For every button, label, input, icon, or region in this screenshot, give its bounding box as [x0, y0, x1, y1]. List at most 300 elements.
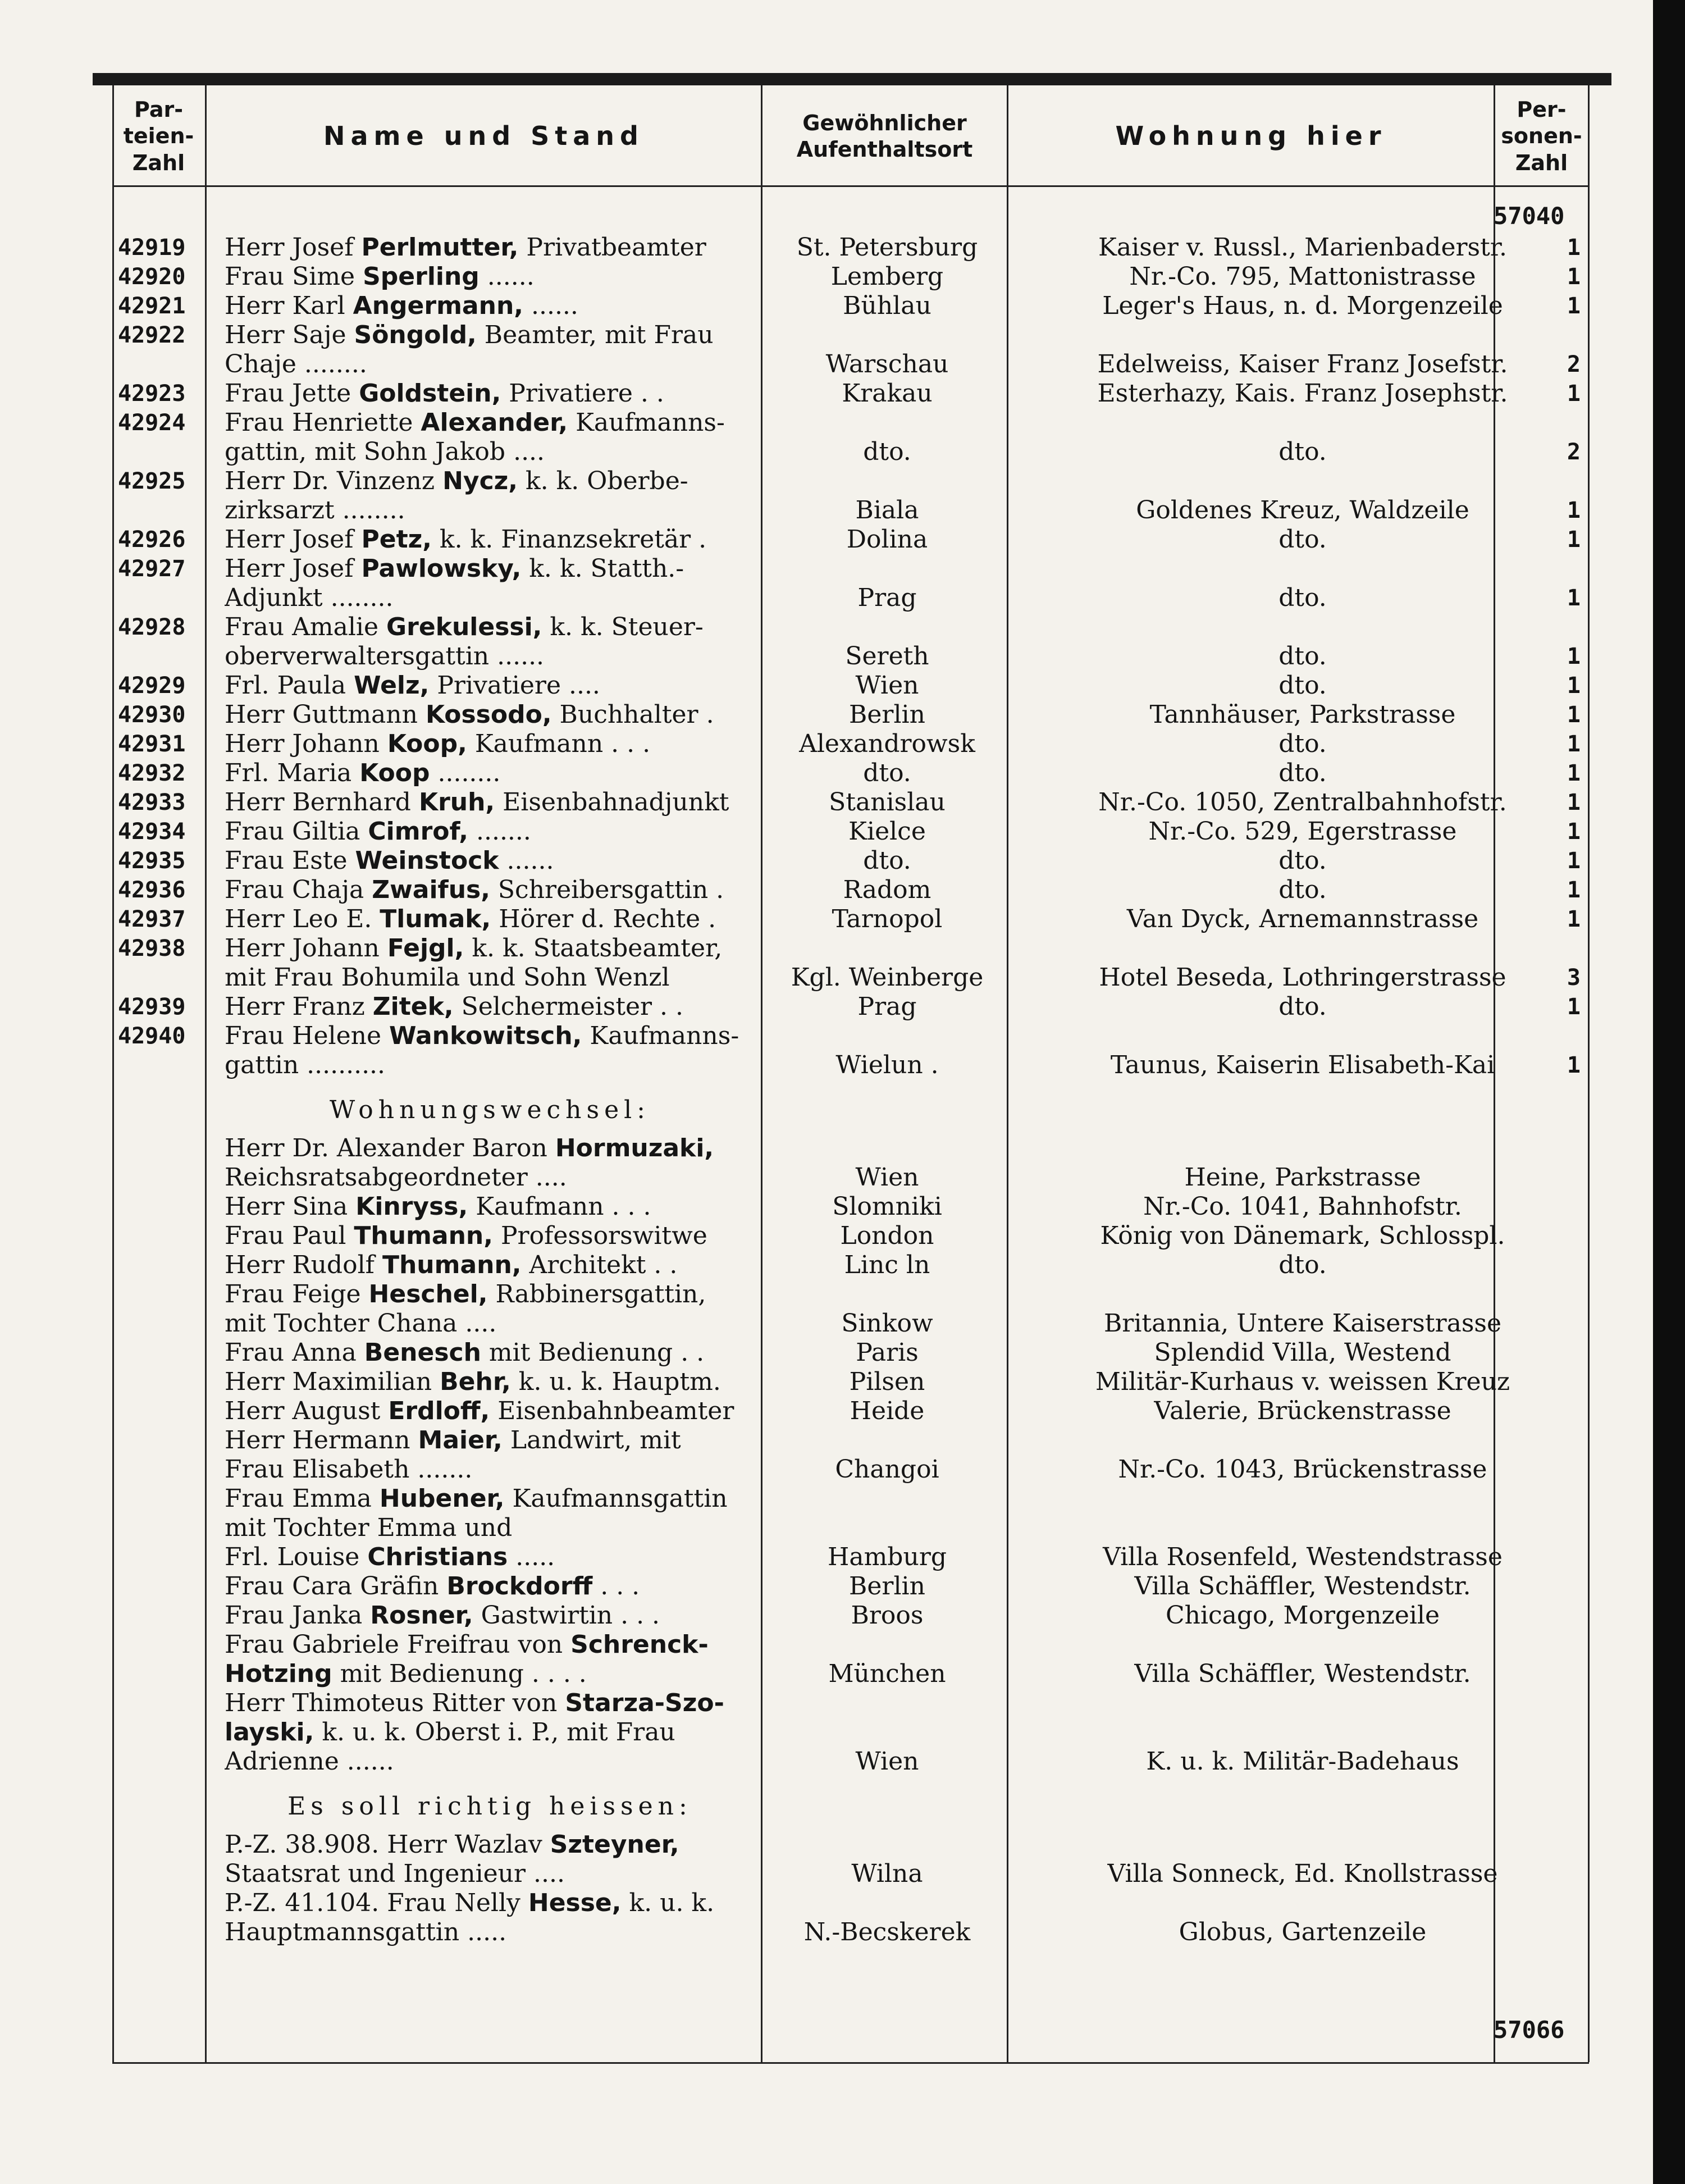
- party-number: 42937: [118, 906, 186, 932]
- local-address: dto.: [1278, 846, 1327, 875]
- surname: Starza-Szo-: [565, 1689, 724, 1717]
- name-and-status: [225, 1659, 755, 1689]
- surname: Kruh,: [418, 788, 495, 817]
- table-row: [0, 1747, 1685, 1776]
- name-rest: ......: [499, 846, 554, 875]
- name-rest: mit Bedienung . . . .: [332, 1659, 587, 1688]
- usual-residence: Wien: [855, 1747, 919, 1776]
- name-prefix: Adjunkt: [225, 583, 323, 612]
- table-row: [0, 671, 1685, 700]
- name-and-status: [225, 1022, 755, 1051]
- surname: Tlumak,: [380, 905, 491, 933]
- persons-count: 1: [1567, 760, 1581, 786]
- name-rest: Rabbinersgattin,: [487, 1280, 706, 1308]
- surname: Koop,: [387, 729, 467, 758]
- name-and-status: [225, 525, 755, 554]
- header-aufenthalt: Gewöhnlicher Aufenthaltsort: [796, 110, 973, 162]
- name-prefix: Frau Giltia: [225, 817, 368, 846]
- usual-residence: Lemberg: [830, 262, 944, 291]
- table-row: [0, 1830, 1685, 1859]
- surname: Pawlowsky,: [361, 554, 522, 583]
- name-and-status: [225, 437, 755, 467]
- name-rest: Privatiere . .: [501, 379, 664, 408]
- usual-residence: Hamburg: [827, 1543, 947, 1571]
- name-prefix: Chaje: [225, 350, 296, 379]
- table-row: [0, 642, 1685, 671]
- table-row: [0, 1572, 1685, 1601]
- table-row: [0, 788, 1685, 817]
- table-row: [0, 1543, 1685, 1572]
- name-and-status: [225, 905, 755, 934]
- name-and-status: [225, 379, 755, 408]
- table-row: [0, 1338, 1685, 1367]
- name-prefix: Frau Helene: [225, 1022, 390, 1050]
- table-row: [0, 1221, 1685, 1251]
- table-row: [0, 876, 1685, 905]
- name-and-status: [225, 1192, 755, 1221]
- name-rest: ........: [322, 583, 394, 612]
- name-prefix: Frau Paul: [225, 1221, 354, 1250]
- table-row: [0, 992, 1685, 1022]
- name-and-status: [225, 1859, 755, 1889]
- surname: Wankowitsch,: [389, 1022, 582, 1050]
- local-address: dto.: [1278, 1251, 1327, 1279]
- usual-residence: Wien: [855, 1163, 919, 1192]
- name-rest: ........: [430, 759, 501, 787]
- name-rest: ....: [505, 437, 545, 466]
- surname: Fejgl,: [387, 934, 464, 963]
- name-and-status: [225, 963, 755, 992]
- name-and-status: [225, 408, 755, 437]
- name-prefix: Frau Amalie: [225, 613, 387, 641]
- table-row: [0, 496, 1685, 525]
- name-and-status: [225, 321, 755, 350]
- name-prefix: Frau Janka: [225, 1601, 371, 1630]
- name-prefix: zirksarzt: [225, 496, 335, 525]
- name-rest: .......: [409, 1455, 473, 1484]
- table-row: [0, 613, 1685, 642]
- name-and-status: [225, 1601, 755, 1630]
- name-rest: ....: [527, 1163, 567, 1192]
- name-rest: Architekt . .: [521, 1251, 678, 1279]
- surname: Thumann,: [382, 1251, 522, 1279]
- local-address: Nr.-Co. 1041, Bahnhofstr.: [1143, 1192, 1462, 1221]
- persons-count: 1: [1567, 264, 1581, 290]
- name-rest: Kaufmann . . .: [467, 729, 651, 758]
- local-address: Villa Schäffler, Westendstr.: [1134, 1572, 1471, 1601]
- header-personen: Per- sonen- Zahl: [1501, 97, 1582, 175]
- name-and-status: [225, 1513, 755, 1543]
- name-prefix: mit Tochter Chana: [225, 1309, 458, 1338]
- party-number: 42925: [118, 468, 186, 494]
- surname: Kossodo,: [425, 700, 552, 729]
- surname: Zwaifus,: [372, 876, 490, 904]
- name-and-status: [225, 583, 755, 613]
- name-prefix: Herr Josef: [225, 525, 362, 554]
- party-number: 42932: [118, 760, 186, 786]
- name-prefix: Frl. Louise: [225, 1543, 368, 1571]
- local-address: König von Dänemark, Schlosspl.: [1100, 1221, 1505, 1250]
- local-address: K. u. k. Militär-Badehaus: [1146, 1747, 1459, 1776]
- name-and-status: [225, 496, 755, 525]
- name-and-status: [225, 467, 755, 496]
- local-address: dto.: [1278, 583, 1327, 612]
- surname: Welz,: [354, 671, 430, 700]
- name-rest: Professorswitwe: [492, 1221, 707, 1250]
- table-row: [0, 1455, 1685, 1484]
- name-and-status: [225, 1367, 755, 1397]
- table-row: [0, 934, 1685, 963]
- local-address: dto.: [1278, 671, 1327, 700]
- name-and-status: [225, 846, 755, 876]
- persons-count: 1: [1567, 731, 1581, 757]
- name-and-status: [225, 934, 755, 963]
- party-number: 42940: [118, 1023, 186, 1049]
- name-prefix: Frau Feige: [225, 1280, 369, 1308]
- name-and-status: [225, 554, 755, 583]
- table-row: [0, 554, 1685, 583]
- name-rest: . . .: [592, 1572, 640, 1601]
- name-rest: k. k. Steuer-: [542, 613, 704, 641]
- table-row: [0, 1630, 1685, 1659]
- name-prefix: Herr Rudolf: [225, 1251, 382, 1279]
- name-and-status: [225, 1889, 755, 1918]
- table-row: [0, 350, 1685, 379]
- surname: Schrenck-: [570, 1630, 709, 1659]
- surname: Benesch: [364, 1338, 481, 1367]
- name-prefix: Staatsrat und Ingenieur: [225, 1859, 526, 1888]
- table-row: [0, 437, 1685, 467]
- name-rest: ......: [339, 1747, 394, 1776]
- persons-count: 1: [1567, 994, 1581, 1020]
- table-row: [0, 379, 1685, 408]
- name-and-status: [225, 642, 755, 671]
- name-prefix: Frau Sime: [225, 262, 363, 291]
- table-row: [0, 1397, 1685, 1426]
- party-number: 42921: [118, 293, 186, 319]
- surname: Hormuzaki,: [555, 1134, 714, 1162]
- table-row: [0, 1659, 1685, 1689]
- name-rest: Eisenbahnbeamter: [490, 1397, 734, 1425]
- surname: Christians: [367, 1543, 508, 1571]
- name-prefix: Herr Franz: [225, 992, 373, 1021]
- name-and-status: [225, 1484, 755, 1513]
- persons-count: 2: [1567, 352, 1581, 377]
- usual-residence: München: [828, 1659, 946, 1688]
- name-prefix: Herr Dr. Vinzenz: [225, 467, 443, 495]
- name-rest: k. u. k. Oberst i. P., mit Frau: [314, 1718, 675, 1747]
- name-rest: Kaufmanns-: [568, 408, 725, 437]
- persons-count: 1: [1567, 877, 1581, 903]
- local-address: Valerie, Brückenstrasse: [1154, 1397, 1451, 1425]
- name-rest: Privatbeamter: [518, 233, 706, 262]
- name-rest: Kaufmann . . .: [468, 1192, 651, 1221]
- name-prefix: Reichsratsabgeordneter: [225, 1163, 528, 1192]
- name-and-status: [225, 1221, 755, 1251]
- name-prefix: P.-Z. 41.104. Frau Nelly: [225, 1889, 528, 1917]
- name-and-status: [225, 817, 755, 846]
- name-and-status: [225, 671, 755, 700]
- surname: Söngold,: [354, 321, 477, 349]
- persons-count: 1: [1567, 585, 1581, 611]
- table-row: [0, 321, 1685, 350]
- name-and-status: [225, 1718, 755, 1747]
- name-prefix: Herr Dr. Alexander Baron: [225, 1134, 555, 1162]
- table-row: [0, 525, 1685, 554]
- party-number: 42935: [118, 848, 186, 874]
- usual-residence: Warschau: [825, 350, 949, 379]
- end-total: 57066: [1494, 2016, 1565, 2044]
- surname: Brockdorff: [446, 1572, 593, 1601]
- table-row: [0, 1192, 1685, 1221]
- usual-residence: Berlin: [849, 1572, 925, 1601]
- table-row: [0, 262, 1685, 291]
- surname: Maier,: [418, 1426, 503, 1455]
- table-row: [0, 1426, 1685, 1455]
- party-number: 42931: [118, 731, 186, 757]
- name-and-status: [225, 876, 755, 905]
- table-row: [0, 1859, 1685, 1889]
- name-prefix: Herr Karl: [225, 291, 353, 320]
- local-address: dto.: [1278, 525, 1327, 554]
- local-address: Nr.-Co. 1050, Zentralbahnhofstr.: [1098, 788, 1507, 817]
- name-rest: Buchhalter .: [551, 700, 714, 729]
- table-row: [0, 1367, 1685, 1397]
- local-address: dto.: [1278, 992, 1327, 1021]
- local-address: Villa Rosenfeld, Westendstrasse: [1103, 1543, 1503, 1571]
- usual-residence: Heide: [850, 1397, 925, 1425]
- surname: Heschel,: [368, 1280, 488, 1308]
- name-rest: Hörer d. Rechte .: [491, 905, 716, 933]
- surname: Grekulessi,: [386, 613, 542, 641]
- table-row: [0, 467, 1685, 496]
- surname: Koop: [359, 759, 430, 787]
- name-rest: ....: [457, 1309, 497, 1338]
- name-rest: mit Bedienung . .: [481, 1338, 705, 1367]
- table-row: [0, 1134, 1685, 1163]
- party-number: 42927: [118, 556, 186, 582]
- table-row: [0, 1051, 1685, 1080]
- local-address: Globus, Gartenzeile: [1179, 1918, 1427, 1946]
- local-address: Hotel Beseda, Lothringerstrasse: [1099, 963, 1506, 992]
- usual-residence: St. Petersburg: [796, 233, 978, 262]
- name-rest: Gastwirtin . . .: [473, 1601, 660, 1630]
- persons-count: 1: [1567, 498, 1581, 523]
- name-prefix: Adrienne: [225, 1747, 339, 1776]
- local-address: dto.: [1278, 729, 1327, 758]
- usual-residence: Linc ln: [844, 1251, 930, 1279]
- name-and-status: [225, 1397, 755, 1426]
- name-rest: .......: [468, 817, 531, 846]
- persons-count: 1: [1567, 381, 1581, 407]
- persons-count: 1: [1567, 819, 1581, 845]
- table-row: [0, 233, 1685, 262]
- name-rest: ......: [489, 642, 545, 671]
- name-and-status: [225, 350, 755, 379]
- party-number: 42933: [118, 790, 186, 815]
- usual-residence: Prag: [857, 583, 917, 612]
- footer-rule: [112, 2062, 1589, 2064]
- persons-count: 1: [1567, 644, 1581, 669]
- local-address: dto.: [1278, 876, 1327, 904]
- table-row: [0, 1513, 1685, 1543]
- local-address: Militär-Kurhaus v. weissen Kreuz: [1095, 1367, 1510, 1396]
- surname: Behr,: [440, 1367, 511, 1396]
- persons-count: 1: [1567, 790, 1581, 815]
- name-prefix: Herr Sina: [225, 1192, 356, 1221]
- header-wohnung: Wohnung hier: [1115, 121, 1387, 152]
- name-and-status: [225, 1572, 755, 1601]
- table-row: [0, 291, 1685, 321]
- table-row: [0, 700, 1685, 729]
- name-and-status: [225, 233, 755, 262]
- name-and-status: [225, 1918, 755, 1947]
- name-prefix: Frau Gabriele Freifrau von: [225, 1630, 571, 1659]
- carry-total: 57040: [1494, 202, 1565, 230]
- name-prefix: Herr Johann: [225, 729, 387, 758]
- persons-count: 1: [1567, 702, 1581, 728]
- name-and-status: [225, 1251, 755, 1280]
- name-prefix: Frau Emma: [225, 1484, 380, 1513]
- name-and-status: [225, 992, 755, 1022]
- name-and-status: [225, 788, 755, 817]
- name-prefix: Herr Josef: [225, 554, 362, 583]
- local-address: dto.: [1278, 759, 1327, 787]
- usual-residence: Sereth: [845, 642, 929, 671]
- surname: Hesse,: [528, 1889, 622, 1917]
- name-and-status: [225, 262, 755, 291]
- table-row: [0, 1251, 1685, 1280]
- header-parteien: Par- teien- Zahl: [123, 97, 194, 175]
- local-address: Chicago, Morgenzeile: [1165, 1601, 1440, 1630]
- local-address: Nr.-Co. 1043, Brückenstrasse: [1118, 1455, 1487, 1484]
- name-prefix: Herr Hermann: [225, 1426, 418, 1455]
- name-rest: k. k. Finanzsekretär .: [431, 525, 707, 554]
- name-prefix: Herr Josef: [225, 233, 362, 262]
- party-number: 42922: [118, 322, 186, 348]
- surname: Zitek,: [372, 992, 454, 1021]
- local-address: Taunus, Kaiserin Elisabeth-Kai: [1110, 1051, 1495, 1079]
- name-prefix: Frau Cara Gräfin: [225, 1572, 447, 1601]
- name-prefix: Frau Henriette: [225, 408, 421, 437]
- usual-residence: Wilna: [851, 1859, 923, 1888]
- name-rest: Selchermeister . .: [453, 992, 684, 1021]
- name-and-status: [225, 1830, 755, 1859]
- name-and-status: [225, 613, 755, 642]
- name-and-status: [225, 1163, 755, 1192]
- name-rest: k. k. Oberbe-: [517, 467, 688, 495]
- table-row: [0, 1718, 1685, 1747]
- table-row: [0, 729, 1685, 759]
- table-row: [0, 1889, 1685, 1918]
- usual-residence: Berlin: [849, 700, 925, 729]
- name-prefix: mit Frau Bohumila und Sohn Wenzl: [225, 963, 670, 992]
- name-prefix: Frl. Maria: [225, 759, 360, 787]
- surname: Weinstock: [355, 846, 499, 875]
- usual-residence: Wielun .: [835, 1051, 939, 1079]
- usual-residence: N.-Becskerek: [803, 1918, 971, 1946]
- table-row: [0, 408, 1685, 437]
- usual-residence: dto.: [863, 759, 911, 787]
- usual-residence: Prag: [857, 992, 917, 1021]
- name-prefix: Frau Este: [225, 846, 355, 875]
- name-and-status: [225, 1747, 755, 1776]
- party-number: 42936: [118, 877, 186, 903]
- name-rest: ........: [296, 350, 367, 379]
- name-and-status: [225, 1309, 755, 1338]
- name-prefix: P.-Z. 38.908. Herr Wazlav: [225, 1830, 550, 1859]
- usual-residence: dto.: [863, 437, 911, 466]
- name-prefix: Frl. Paula: [225, 671, 354, 700]
- table-row: [0, 963, 1685, 992]
- name-prefix: Herr Leo E.: [225, 905, 380, 933]
- surname: Hotzing: [225, 1659, 332, 1688]
- name-and-status: [225, 1338, 755, 1367]
- name-prefix: Herr Johann: [225, 934, 387, 963]
- local-address: Nr.-Co. 795, Mattonistrasse: [1129, 262, 1476, 291]
- name-rest: Schreibersgattin .: [490, 876, 724, 904]
- surname: Sperling: [363, 262, 480, 291]
- persons-count: 1: [1567, 235, 1581, 261]
- name-prefix: Frau Jette: [225, 379, 359, 408]
- usual-residence: Bühlau: [843, 291, 931, 320]
- table-row: [0, 583, 1685, 613]
- persons-count: 2: [1567, 439, 1581, 465]
- name-prefix: mit Tochter Emma und: [225, 1513, 513, 1542]
- name-prefix: Herr August: [225, 1397, 389, 1425]
- surname: Kinryss,: [355, 1192, 468, 1221]
- party-number: 42930: [118, 702, 186, 728]
- header-name: Name und Stand: [323, 121, 644, 152]
- party-number: 42928: [118, 614, 186, 640]
- name-and-status: [225, 1455, 755, 1484]
- party-number: 42939: [118, 994, 186, 1020]
- surname: Erdloff,: [388, 1397, 490, 1425]
- local-address: Tannhäuser, Parkstrasse: [1149, 700, 1456, 729]
- name-prefix: Herr Thimoteus Ritter von: [225, 1689, 565, 1717]
- table-row: [0, 1689, 1685, 1718]
- local-address: dto.: [1278, 642, 1327, 671]
- persons-count: 1: [1567, 293, 1581, 319]
- name-and-status: [225, 1134, 755, 1163]
- table-row: [0, 759, 1685, 788]
- name-rest: ..........: [299, 1051, 386, 1079]
- table-row: [0, 1309, 1685, 1338]
- table-row: [0, 1163, 1685, 1192]
- local-address: Villa Sonneck, Ed. Knollstrasse: [1107, 1859, 1498, 1888]
- name-prefix: Frau Chaja: [225, 876, 372, 904]
- local-address: Leger's Haus, n. d. Morgenzeile: [1102, 291, 1503, 320]
- name-and-status: [225, 1630, 755, 1659]
- section-heading-wohnungswechsel: Wohnungswechsel:: [329, 1096, 651, 1124]
- surname: Hubener,: [379, 1484, 505, 1513]
- local-address: Goldenes Kreuz, Waldzeile: [1136, 496, 1469, 525]
- persons-count: 1: [1567, 1052, 1581, 1078]
- name-rest: k. u. k. Hauptm.: [510, 1367, 721, 1396]
- name-and-status: [225, 700, 755, 729]
- name-and-status: [225, 1543, 755, 1572]
- name-rest: ......: [523, 291, 578, 320]
- usual-residence: Kielce: [848, 817, 926, 846]
- surname: layski,: [225, 1718, 314, 1747]
- usual-residence: dto.: [863, 846, 911, 875]
- persons-count: 1: [1567, 527, 1581, 553]
- surname: Nycz,: [442, 467, 518, 495]
- name-and-status: [225, 291, 755, 321]
- usual-residence: London: [840, 1221, 934, 1250]
- party-number: 42920: [118, 264, 186, 290]
- usual-residence: Broos: [851, 1601, 924, 1630]
